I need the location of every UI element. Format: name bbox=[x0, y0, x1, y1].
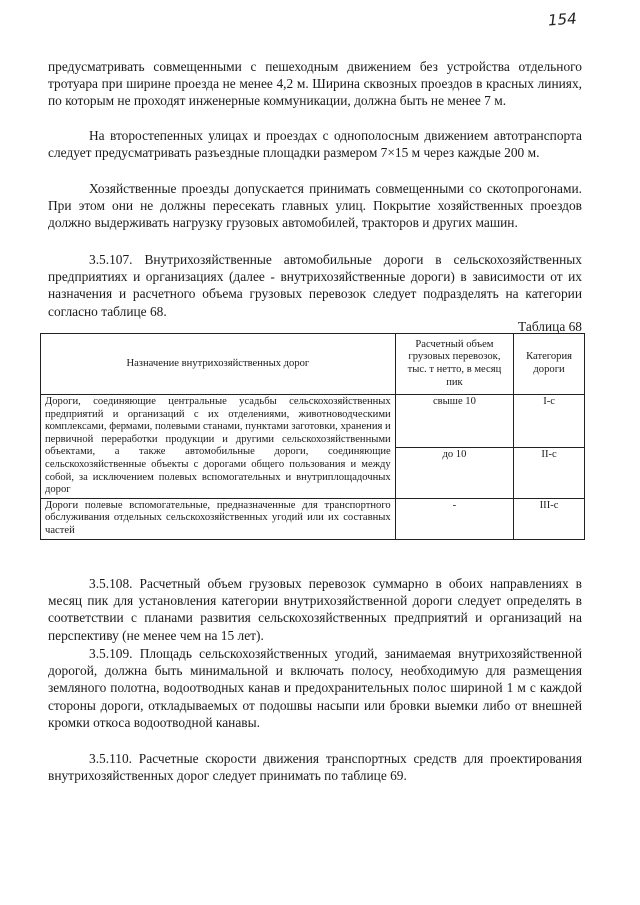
row1-purpose: Дороги, соединяющие центральные усадьбы сельскохозяйственных предприятий и организаций с их отделениями, животноводческими комплексами, фермами, полевыми станами, пунктами заготовки, хранения и первичной переработки продукции и другими сельскохозяйственными объектами, а также автомобильные дороги, соединяющие сельскохозяйственные объекты с дорогами общего пользования и между собой, за исключением полевых вспомогательных и внутриплощадочных дорог bbox=[41, 395, 396, 499]
row1-category-a: I-с bbox=[514, 395, 585, 448]
header-category: Категория дороги bbox=[514, 334, 585, 395]
paragraph-3-5-109: 3.5.109. Площадь сельскохозяйственных угодий, занимаемая внутрихозяйственной дорогой, должна быть минимальной и включать полосу, необходимую для размещения земляного полотна, водоотводных канав и предохранительных полос шириной 1 м с каждой стороны дороги, откладываемых от подошвы насыпи или бровки выемки либо от внешней кромки откоса водоотводной канавы. bbox=[48, 646, 582, 730]
paragraph-3-5-110: 3.5.110. Расчетные скорости движения транспортных средств для проектирования внутрихозяйственных дорог следует принимать по таблице 69. bbox=[48, 751, 582, 784]
row2-category: III-с bbox=[514, 498, 585, 539]
row1-volume-b: до 10 bbox=[395, 448, 513, 499]
table-row bbox=[41, 395, 585, 448]
header-purpose: Назначение внутрихозяйственных дорог bbox=[41, 334, 396, 395]
row1-volume-a: свыше 10 bbox=[395, 395, 513, 448]
paragraph-farm-driveways: Хозяйственные проезды допускается принимать совмещенными со скотопрогонами. При этом они не должны пересекать главных улиц. Покрытие хозяйственных проездов должно выдерживать нагрузку грузовых автомобилей, тракторов и других машин. bbox=[48, 181, 582, 231]
header-volume: Расчетный объем грузовых перевозок, тыс. т нетто, в месяц пик bbox=[395, 334, 513, 395]
paragraph-3-5-107: 3.5.107. Внутрихозяйственные автомобильные дороги в сельскохозяйственных предприятиях и организациях (далее - внутрихозяйственные дороги) в зависимости от их назначения и расчетного объема грузовых перевозок следует подразделять на категории согласно таблице 68. bbox=[48, 252, 582, 319]
row2-purpose: Дороги полевые вспомогательные, предназначенные для транспортного обслуживания отдельных сельскохозяйственных угодий или их составных частей bbox=[41, 498, 396, 539]
paragraph-3-5-108: 3.5.108. Расчетный объем грузовых перевозок суммарно в обоих направлениях в месяц пик для установления категории внутрихозяйственной дороги следует определять в соответствии с планами развития сельскохозяйственных предприятий и организаций на перспективу (не менее чем на 15 лет). bbox=[48, 576, 582, 643]
row2-volume: - bbox=[395, 498, 513, 539]
table-header-row bbox=[41, 334, 585, 395]
table-row bbox=[41, 498, 585, 539]
roads-category-table bbox=[40, 333, 585, 540]
page-number: 154 bbox=[547, 9, 578, 30]
table-caption: Таблица 68 bbox=[518, 319, 582, 334]
paragraph-continuation: предусматривать совмещенными с пешеходным движением без устройства отдельного тротуара при ширине проезда не менее 4,2 м. Ширина сквозных проездов в красных линиях, по которым не проходят инженерные коммуникации, должна быть не менее 7 м. bbox=[48, 59, 582, 109]
row1-category-b: II-с bbox=[514, 448, 585, 499]
paragraph-secondary-streets: На второстепенных улицах и проездах с однополосным движением автотранспорта следует предусматривать разъездные площадки размером 7×15 м через каждые 200 м. bbox=[48, 128, 582, 161]
